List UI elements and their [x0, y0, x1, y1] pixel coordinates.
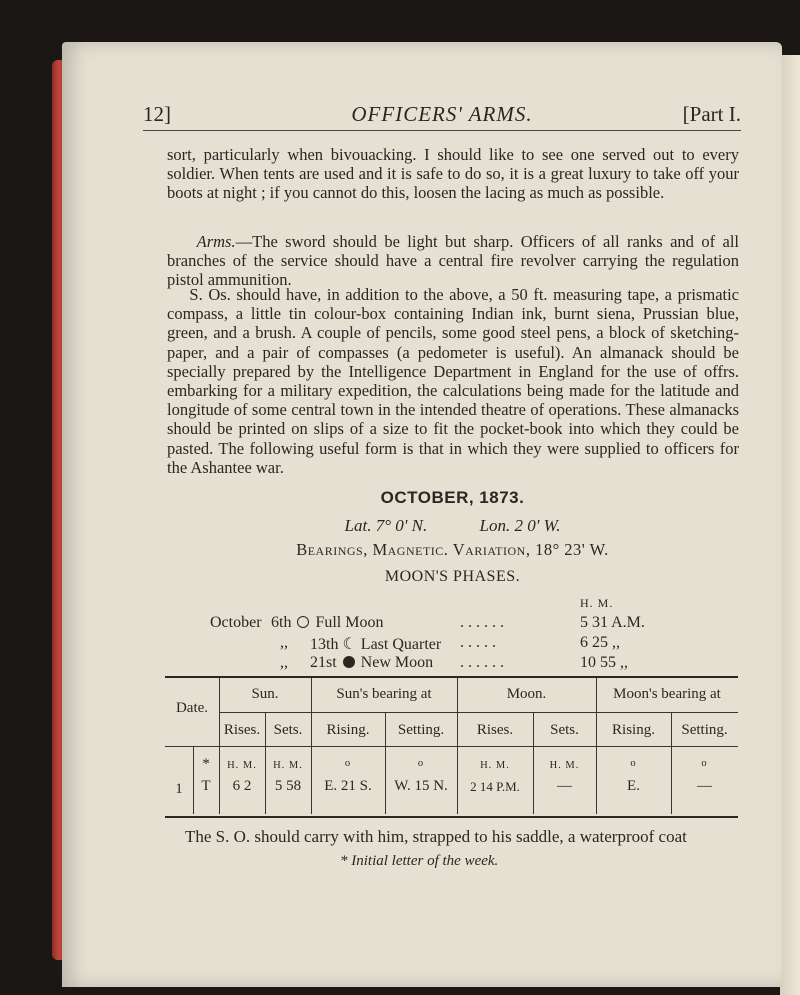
- phase-month: ,,: [280, 654, 288, 671]
- almanac-month-heading: OCTOBER, 1873.: [380, 488, 525, 507]
- continuation-text: The S. O. should carry with him, strapped to his saddle, a waterproof coat: [185, 827, 687, 846]
- footnote: * Initial letter of the week.: [340, 853, 499, 869]
- header-rule: [143, 130, 741, 131]
- hours-minutes-label: H. M.: [580, 596, 614, 610]
- paragraph-arms: [167, 232, 739, 290]
- cell-moon-rises: 2 14 P.M.: [470, 779, 520, 794]
- almanac-table: [165, 676, 738, 818]
- moon-phase-row: [280, 654, 670, 674]
- header-sun-rises: Rises.: [223, 722, 261, 738]
- paragraph-staff-officers: [167, 285, 739, 477]
- unit-hm: H. M.: [549, 760, 580, 771]
- moon-phases-title: MOON'S PHASES.: [384, 568, 521, 585]
- header-moon-setting: Setting.: [681, 722, 728, 738]
- unit-degree: o: [344, 758, 352, 769]
- phase-name: Full Moon: [315, 614, 384, 631]
- magnetic-bearings: Bearings, Magnetic. Variation, 18° 23' W.: [296, 540, 609, 559]
- header-sun: Sun.: [251, 686, 279, 702]
- last-quarter-icon: ☾: [342, 636, 357, 653]
- phase-month: October: [210, 614, 262, 631]
- arms-lead: Arms.: [196, 232, 236, 251]
- header-sun-setting: Setting.: [397, 722, 445, 738]
- header-moon-rising: Rising.: [612, 722, 655, 738]
- phase-month: ,,: [280, 634, 288, 651]
- header-date: Date.: [175, 700, 209, 716]
- header-sun-sets: Sets.: [273, 722, 303, 738]
- unit-degree: o: [417, 758, 425, 769]
- cell-sun-rises: 6 2: [232, 778, 252, 794]
- leader-dots: ......: [460, 614, 508, 631]
- header-sun-rising: Rising.: [326, 722, 370, 738]
- moon-phase-row: [280, 634, 670, 654]
- arms-body: —The sword should be light but sharp. Officers of all ranks and of all branches of the service should have a central fire revolver carrying the regulation pistol ammunition.: [167, 232, 739, 290]
- phase-day: 21st: [310, 654, 337, 671]
- cell-moon-rising: E.: [627, 778, 640, 794]
- table-rule: [165, 746, 738, 747]
- cell-moon-sets: —: [557, 778, 572, 794]
- header-moon-sets: Sets.: [550, 722, 579, 738]
- leader-dots: ......: [460, 654, 508, 671]
- unit-hm: H. M.: [227, 760, 257, 771]
- page-title: OFFICERS' ARMS.: [351, 102, 533, 126]
- header-moon-bearing: Moon's bearing at: [613, 686, 721, 702]
- weekday-star: *: [202, 756, 210, 772]
- almanac-coordinates: [165, 516, 740, 536]
- unit-degree: o: [701, 758, 708, 769]
- leader-dots: .....: [460, 634, 500, 651]
- header-moon: Moon.: [506, 686, 547, 702]
- longitude: Lon. 2 0' W.: [479, 516, 561, 535]
- new-moon-icon: [343, 656, 355, 668]
- latitude: Lat. 7° 0' N.: [344, 516, 428, 535]
- unit-hm: H. M.: [480, 760, 510, 771]
- phase-name: New Moon: [360, 654, 434, 671]
- header-sun-bearing: Sun's bearing at: [336, 686, 432, 702]
- unit-degree: o: [630, 758, 637, 769]
- phase-time: 6 25 ,,: [580, 634, 620, 651]
- header-moon-rises: Rises.: [476, 722, 514, 738]
- phase-time: 5 31 A.M.: [580, 614, 645, 631]
- moon-phase-row: [210, 614, 670, 634]
- cell-weekday: T: [201, 778, 211, 794]
- unit-hm: H. M.: [273, 760, 303, 771]
- page-stack-edge: [780, 55, 800, 995]
- running-header: [143, 98, 741, 130]
- phase-day: 6th: [271, 614, 292, 631]
- phase-day: 13th: [310, 636, 339, 653]
- full-moon-icon: [297, 616, 309, 628]
- page-number: 12]: [143, 102, 171, 126]
- cell-sun-setting: W. 15 N.: [394, 778, 448, 794]
- staff-officers-body: S. Os. should have, in addition to the above, a 50 ft. measuring tape, a prismatic compass, a little tin colour-box containing Indian ink, burnt siena, Prussian blue, green, and a brush. A couple of pencils, some good steel pens, a block of sketching-paper, and a pair of compasses (a pedometer is useful). An almanack should be specially prepared by the Intelligence Department in England for the use of offrs. embarking for a military expedition, the calculations being made for the latitude and longitude of some central town in the intended theatre of operations. These almanacks should be printed on slips of a size to fit the pocket-book into which they could be pasted. The following useful form is that in which they were supplied to officers for the Ashantee war.: [167, 285, 740, 477]
- cell-sun-rising: E. 21 S.: [324, 778, 372, 794]
- phase-name: Last Quarter: [360, 636, 442, 653]
- cell-sun-sets: 5 58: [274, 778, 302, 794]
- part-label: [Part I.: [682, 102, 741, 126]
- table-rule: [219, 712, 738, 713]
- cell-day: 1: [175, 781, 183, 797]
- paragraph-bivouac: sort, particularly when bivouacking. I should like to see one served out to every soldier. When tents are used and it is safe to do so, it is a great luxury to take off your boots at night ; if you cannot do this, loosen the lacing as much as possible.: [167, 145, 739, 203]
- cell-moon-setting: —: [697, 778, 712, 794]
- phase-time: 10 55 ,,: [580, 654, 628, 671]
